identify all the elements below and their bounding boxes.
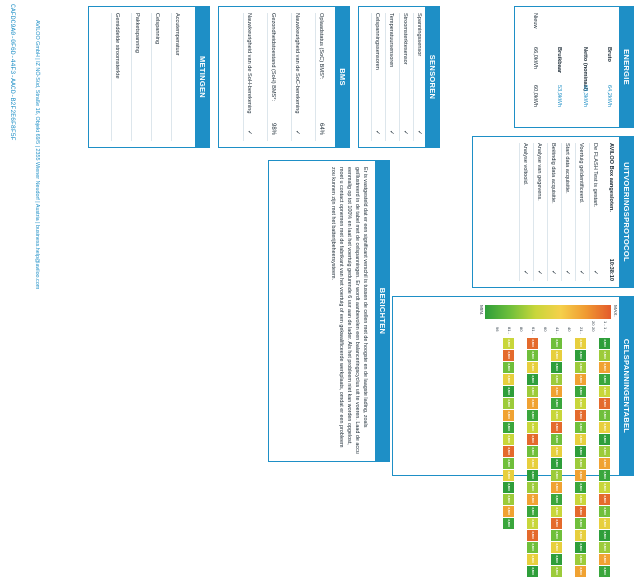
- gauge-max-label: MAX.: [612, 305, 617, 317]
- cell-value: 3,800: [600, 542, 611, 553]
- energie-nieuw-label: Nieuw: [532, 13, 538, 29]
- cell-value: 3,800: [528, 398, 539, 409]
- cell-value: 3,800: [504, 386, 515, 397]
- cell-value: 3,800: [600, 494, 611, 505]
- cell-row: [539, 327, 563, 577]
- cell-value: 3,800: [552, 506, 563, 517]
- cell-row: [587, 327, 611, 577]
- cell-value: 3,800: [576, 398, 587, 409]
- sensor-item: Temperatuursensoren ✓: [385, 13, 395, 141]
- cell-value: 3,800: [576, 506, 587, 517]
- cell-value: 3,800: [528, 554, 539, 565]
- cell-value: 3,800: [528, 374, 539, 385]
- cell-value: 3,800: [600, 482, 611, 493]
- cell-value: 3,800: [576, 434, 587, 445]
- sensor-item: Stroomsterktesensor ✓: [399, 13, 409, 141]
- cell-value: 3,800: [576, 446, 587, 457]
- cell-value: 3,800: [576, 410, 587, 421]
- uitvoering-item: De FLASH Test is gestart. ✓: [589, 143, 599, 281]
- meting-item: Celspanning: [151, 13, 161, 141]
- uitvoering-time: 10:38:10: [608, 258, 614, 281]
- uitvoering-item: Analyse voltooid. ✓: [519, 143, 529, 281]
- cell-value: 3,800: [600, 398, 611, 409]
- energie-huidig-bruto: 64,2kWh: [606, 85, 612, 108]
- cell-value: 3,800: [576, 350, 587, 361]
- cell-value: 3,800: [504, 410, 515, 421]
- uitvoering-item: Voertuig geïdentificeerd. ✓: [575, 143, 585, 281]
- cell-value: 3,800: [528, 566, 539, 577]
- cell-value: 3,800: [504, 398, 515, 409]
- meting-item: Pakketspanning: [131, 13, 141, 141]
- cell-value: 3,800: [552, 446, 563, 457]
- cell-row: [515, 327, 539, 577]
- cell-value: 3,800: [528, 494, 539, 505]
- cell-value: 3,800: [504, 362, 515, 373]
- cell-value: 3,800: [528, 386, 539, 397]
- cell-row-label: 21 - 40: [567, 327, 584, 334]
- cell-value: 3,800: [528, 518, 539, 529]
- sensoren-title: SENSOREN: [425, 7, 439, 147]
- cell-value: 3,800: [600, 518, 611, 529]
- meting-item: Accutemperatuur: [171, 13, 181, 141]
- bms-panel: [218, 6, 350, 148]
- cell-value: 3,800: [552, 434, 563, 445]
- cell-value: 3,800: [528, 410, 539, 421]
- cell-value: 3,800: [576, 530, 587, 541]
- cell-value: 3,800: [576, 566, 587, 577]
- energie-label-bruikbaar: Bruikbaar: [556, 47, 562, 74]
- cell-value: 3,800: [600, 362, 611, 373]
- cell-value: 3,800: [600, 374, 611, 385]
- cell-value: 3,800: [600, 338, 611, 349]
- energie-huidig-bruikbaar: 53,9kWh: [556, 85, 562, 108]
- cell-value: 3,800: [552, 470, 563, 481]
- energie-nieuw-bruto: 66,0kWh: [532, 47, 538, 70]
- cell-value: 3,800: [504, 374, 515, 385]
- cell-value: 3,800: [576, 458, 587, 469]
- sensor-item: Spanningssensor ✓: [413, 13, 423, 141]
- cell-value: 3,800: [600, 554, 611, 565]
- cell-row-label: 61 - 80: [519, 327, 536, 334]
- bms-item: Nauwkeurigheid van de SoH-berekening ✓: [243, 13, 253, 141]
- cell-value: 3,800: [552, 338, 563, 349]
- cell-value: 3,800: [504, 338, 515, 349]
- footer-address: AVILOO GmbH | IZ NÖ-Süd, Straße 16, Objekt 69/5 | 2355 Wiener Neudorf | Austria | business.help@aviloo.com: [34, 20, 40, 290]
- cell-value: 3,800: [552, 410, 563, 421]
- cell-value: 3,800: [576, 482, 587, 493]
- cell-value: 3,800: [528, 350, 539, 361]
- cell-value: 3,800: [528, 482, 539, 493]
- cell-row: [491, 327, 515, 577]
- voltage-gauge: [485, 305, 611, 319]
- cellen-panel: [392, 296, 634, 575]
- bms-item: Nauwkeurigheid van de SoC-berekening ✓: [291, 13, 301, 141]
- cell-value: 3,800: [552, 494, 563, 505]
- cell-value: 3,800: [552, 398, 563, 409]
- cell-value: 3,800: [528, 338, 539, 349]
- cell-value: 3,800: [528, 446, 539, 457]
- cell-value: 3,800: [504, 446, 515, 457]
- cell-value: 3,800: [504, 470, 515, 481]
- cell-value: 3,800: [576, 362, 587, 373]
- cell-grid: 1 - 20: [591, 321, 608, 326]
- cell-value: 3,800: [576, 494, 587, 505]
- energie-title: ENERGIE: [619, 7, 633, 127]
- uitvoering-panel: [472, 136, 634, 288]
- cell-value: 3,800: [552, 566, 563, 577]
- cell-value: 3,800: [504, 350, 515, 361]
- cell-row-label: 81 - 96: [495, 327, 512, 334]
- energie-label-bruto: Bruto: [606, 47, 612, 62]
- cell-value: 3,800: [576, 338, 587, 349]
- uitvoering-title: UITVOERINGSPROTOCOL: [619, 137, 633, 287]
- document-id: CAFDC9A0-0F6D-44F3-AACD-B2F2E6F8F5F: [9, 4, 16, 141]
- metingen-title: METINGEN: [195, 7, 209, 147]
- cell-value: 3,800: [600, 470, 611, 481]
- cell-value: 3,800: [552, 530, 563, 541]
- cell-value: 3,800: [552, 458, 563, 469]
- cell-value: 3,800: [552, 542, 563, 553]
- cell-value: 3,800: [576, 542, 587, 553]
- cell-value: 3,800: [552, 422, 563, 433]
- meting-item: Gemiddelde stroomsterkte: [111, 13, 121, 141]
- cell-value: 3,800: [600, 566, 611, 577]
- cell-row-label: 1 - 20: [591, 327, 608, 332]
- bms-item: Gezondheidstoestand (SoH) BMS*: 98%: [267, 13, 277, 141]
- bms-title: BMS: [335, 7, 349, 147]
- cell-value: 3,800: [576, 422, 587, 433]
- cell-value: 3,800: [600, 434, 611, 445]
- uitvoering-item: Beëindig data acquisitie. ✓: [547, 143, 557, 281]
- cellen-title: CELSPANNINGENTABEL: [619, 297, 633, 475]
- cell-value: 3,800: [600, 446, 611, 457]
- cell-value: 3,800: [528, 362, 539, 373]
- cell-value: 3,800: [600, 422, 611, 433]
- cell-value: 3,800: [504, 506, 515, 517]
- energie-panel: [514, 6, 634, 128]
- cell-value: 3,800: [504, 518, 515, 529]
- sensoren-panel: [358, 6, 440, 148]
- cell-value: 3,800: [552, 350, 563, 361]
- cell-value: 3,800: [504, 494, 515, 505]
- cell-value: 3,800: [576, 518, 587, 529]
- cell-value: 3,800: [528, 530, 539, 541]
- berichten-title: BERICHTEN: [375, 161, 389, 461]
- metingen-panel: [88, 6, 210, 148]
- cell-value: 3,800: [528, 506, 539, 517]
- cell-value: 3,800: [600, 386, 611, 397]
- uitvoering-item: Analyse van gegevens. ✓: [533, 143, 543, 281]
- cell-value: 3,800: [528, 542, 539, 553]
- cell-value: 3,800: [528, 458, 539, 469]
- energie-nieuw-netto: 60,0kWh: [532, 85, 538, 108]
- cell-value: 3,800: [552, 518, 563, 529]
- berichten-text: Er is vastgesteld dat er een significant verschil is tussen de cellen met de hoogste en de laagste lading, zoals geïllustreerd in de tabel met de celspanningen. Er wordt aanbevolen een balanceringscyclus uit te voeren. Laad de accu eenmalig op tot 100% en laat het voertuig gedurende 6 uur aan de lader. Als het probleem niet kan worden opgelost, moet u contact opnemen met de fabrikant van het voertuig of een gekwalificeerde werkplaats, omdat er een probleem zou kunnen zijn met het batterijbeheersysteem.: [330, 167, 368, 454]
- cell-value: 3,800: [576, 374, 587, 385]
- cell-value: 3,800: [528, 434, 539, 445]
- uitvoering-item: Start data acquisitie. ✓: [561, 143, 571, 281]
- cell-value: 3,800: [504, 422, 515, 433]
- cell-row-label: 41 - 60: [543, 327, 560, 334]
- cell-value: 3,800: [552, 362, 563, 373]
- cell-value: 3,800: [552, 482, 563, 493]
- cell-value: 3,800: [600, 458, 611, 469]
- cell-value: 3,800: [576, 386, 587, 397]
- cell-value: 3,800: [600, 506, 611, 517]
- cell-value: 3,800: [504, 434, 515, 445]
- cell-value: 3,800: [528, 470, 539, 481]
- cell-row: [563, 327, 587, 577]
- cell-value: 3,800: [552, 374, 563, 385]
- cell-value: 3,800: [504, 458, 515, 469]
- uitvoering-heading: AVILOO Box aangesloten.: [608, 143, 614, 212]
- cell-value: 3,800: [600, 530, 611, 541]
- energie-label-netto: Netto (nominaal): [582, 47, 588, 92]
- sensor-item: Celspanningssensoren ✓: [371, 13, 381, 141]
- energie-huidig-netto: 58,3kWh: [582, 85, 588, 108]
- cell-value: 3,800: [600, 410, 611, 421]
- berichten-panel: [268, 160, 390, 462]
- cell-value: 3,800: [576, 554, 587, 565]
- bms-item: Oplaadstatus (SoC) BMS*: 64%: [315, 13, 325, 141]
- cell-value: 3,800: [528, 422, 539, 433]
- cell-value: 3,800: [552, 554, 563, 565]
- cell-value: 3,800: [552, 386, 563, 397]
- cell-value: 3,800: [576, 470, 587, 481]
- cell-value: 3,800: [600, 350, 611, 361]
- cell-value: 3,800: [504, 482, 515, 493]
- gauge-min-label: MIN.: [478, 305, 483, 316]
